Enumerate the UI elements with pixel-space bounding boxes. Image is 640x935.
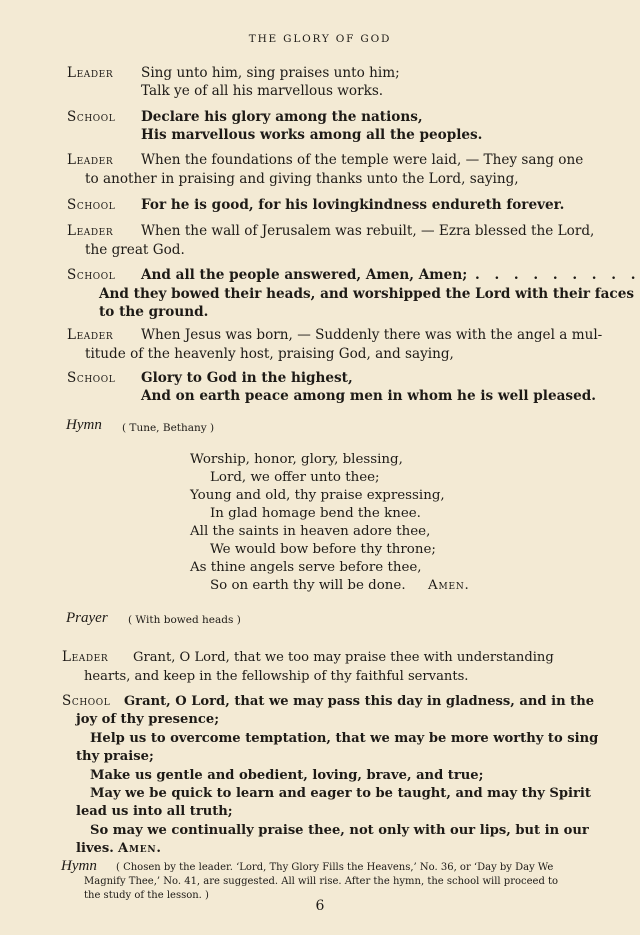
prayer-line: Help us to overcome temptation, that we may be more worthy to sing	[90, 731, 599, 746]
prayer-line: Grant, O Lord, that we may pass this day in gladness, and in the	[124, 694, 595, 709]
responsive-line: Declare his glory among the nations,	[141, 109, 423, 125]
responsive-line: Sing unto him, sing praises unto him;	[141, 65, 400, 81]
prayer-line: Make us gentle and obedient, loving, brave, and true;	[90, 768, 484, 783]
prayer-line: lead us into all truth;	[76, 804, 233, 819]
running-head: THE GLORY OF GOD	[248, 33, 392, 45]
role-label: Leader	[62, 649, 109, 665]
verse-line: Young and old, thy praise expressing,	[190, 488, 445, 503]
role-label: Leader	[67, 223, 114, 239]
verse-line: In glad homage bend the knee.	[210, 506, 421, 521]
responsive-line: Glory to God in the highest,	[141, 370, 353, 386]
hymn-tune-note: ( Tune, Bethany )	[122, 422, 215, 434]
ellipsis: . . . . . . . . .	[475, 267, 640, 283]
prayer-line: hearts, and keep in the fellowship of thy faithful servants.	[84, 669, 469, 684]
hymn-heading: Hymn	[61, 858, 97, 874]
responsive-line: titude of the heavenly host, praising God, and saying,	[85, 346, 454, 362]
verse-line: So on earth thy will be done.	[210, 578, 406, 593]
instruction-line: Magnify Thee,’ No. 41, are suggested. All will rise. After the hymn, the school will proceed to	[84, 876, 559, 887]
verse-line: Lord, we offer unto thee;	[210, 470, 380, 485]
role-label: School	[67, 197, 116, 213]
prayer-heading: Prayer	[66, 610, 108, 626]
prayer-line: May we be quick to learn and eager to be taught, and may thy Spirit	[90, 786, 591, 801]
responsive-line: When the foundations of the temple were laid, — They sang one	[141, 152, 584, 168]
role-label: Leader	[67, 152, 114, 168]
responsive-line: When Jesus was born, — Suddenly there was with the angel a mul-	[141, 327, 603, 343]
amen-mark: Amen.	[428, 578, 470, 593]
prayer-note: ( With bowed heads )	[128, 614, 241, 626]
instruction-line: ( Chosen by the leader. ‘Lord, Thy Glory Fills the Heavens,’ No. 36, or ‘Day by Day We	[116, 862, 554, 873]
prayer-line: lives.	[76, 841, 114, 856]
prayer-line: thy praise;	[76, 749, 154, 764]
prayer-line: So may we continually praise thee, not only with our lips, but in our	[90, 823, 589, 838]
role-label: School	[62, 693, 111, 709]
role-label: School	[67, 267, 116, 283]
verse-line: All the saints in heaven adore thee,	[190, 524, 431, 539]
responsive-line: to the ground.	[99, 304, 209, 320]
responsive-line: His marvellous works among all the peoples.	[141, 127, 483, 143]
page-number: 6	[315, 898, 325, 914]
hymn-heading: Hymn	[66, 417, 102, 433]
responsive-line: Talk ye of all his marvellous works.	[141, 83, 384, 99]
verse-line: We would bow before thy throne;	[210, 542, 436, 557]
prayer-line: Grant, O Lord, that we too may praise thee with understanding	[133, 650, 554, 665]
responsive-line: And on earth peace among men in whom he is well pleased.	[141, 388, 596, 404]
amen-mark: Amen.	[118, 841, 162, 856]
role-label: School	[67, 370, 116, 386]
responsive-line: When the wall of Jerusalem was rebuilt, — Ezra blessed the Lord,	[141, 223, 595, 239]
instruction-line: the study of the lesson. )	[84, 890, 209, 901]
verse-line: Worship, honor, glory, blessing,	[190, 452, 403, 467]
responsive-line: For he is good, for his lovingkindness endureth forever.	[141, 197, 565, 213]
prayer-line: joy of thy presence;	[76, 712, 220, 727]
role-label: Leader	[67, 327, 114, 343]
role-label: School	[67, 109, 116, 125]
responsive-line: the great God.	[85, 242, 185, 258]
role-label: Leader	[67, 65, 114, 81]
responsive-line: to another in praising and giving thanks unto the Lord, saying,	[85, 171, 519, 187]
responsive-line: And all the people answered, Amen, Amen;	[141, 267, 468, 283]
verse-line: As thine angels serve before thee,	[190, 560, 422, 575]
responsive-line: And they bowed their heads, and worshipped the Lord with their faces	[99, 286, 634, 302]
